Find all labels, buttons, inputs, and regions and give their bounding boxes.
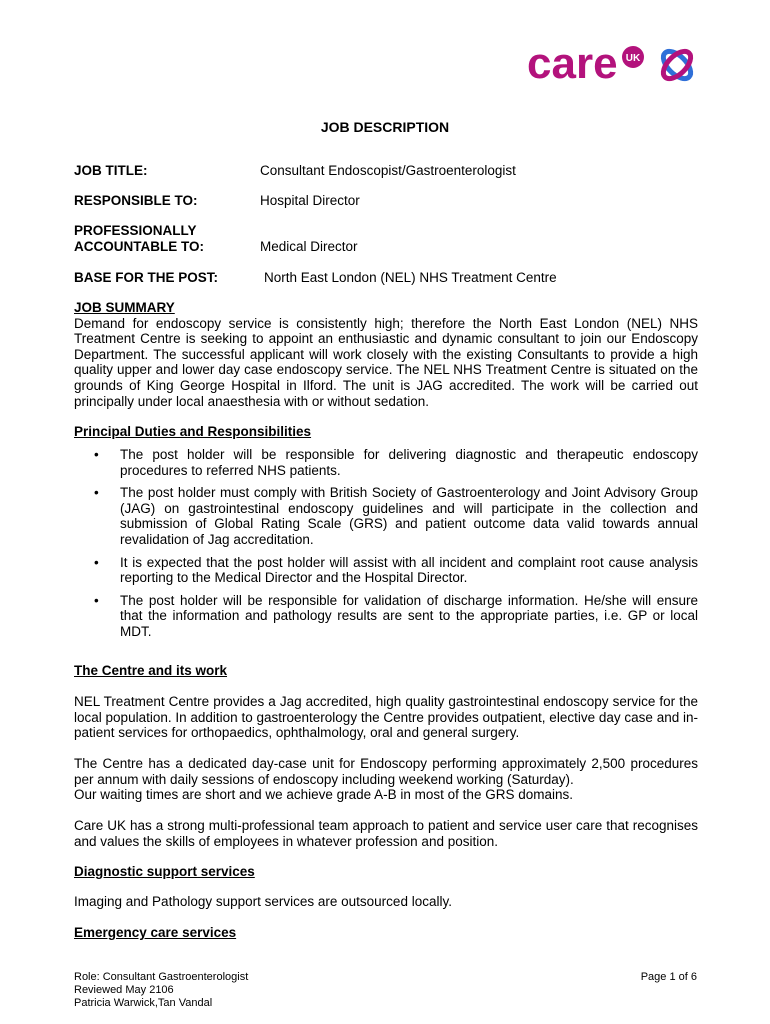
footer-info bbox=[74, 971, 248, 1010]
care-uk-logo bbox=[527, 40, 707, 88]
job-summary-text: Demand for endoscopy service is consistently high; therefore the North East London (NEL) NHS Treatment Centre is seeking to appoint an enthusiastic and dynamic consultant to join our Endoscopy Department. The successful applicant will work closely with the existing Consultants to provide a high quality upper and lower day case endoscopy service. The NEL NHS Treatment Centre is situated on the grounds of King George Hospital in Ilford. The unit is JAG accredited. The work will be carried out principally under local anaesthesia with or without sedation. bbox=[74, 315, 698, 409]
footer-reviewed: Reviewed May 2106 bbox=[74, 984, 174, 996]
centre-paragraph-3: Care UK has a strong multi-professional team approach to patient and service user care that recognises and values the skills of employees in whatever profession and position. bbox=[74, 818, 698, 849]
professionally-label: PROFESSIONALLY bbox=[74, 223, 197, 238]
diagnostic-text: Imaging and Pathology support services are outsourced locally. bbox=[74, 894, 452, 909]
job-title-label: JOB TITLE: bbox=[74, 163, 148, 178]
duties-list bbox=[74, 447, 698, 640]
list-item: • It is expected that the post holder will assist with all incident and complaint root cause analysis reporting to the Medical Director and the Hospital Director. bbox=[94, 554, 698, 586]
footer-role: Role: Consultant Gastroenterologist bbox=[74, 971, 249, 983]
diagnostic-heading-wrap bbox=[74, 864, 698, 880]
job-summary-heading: JOB SUMMARY bbox=[74, 300, 175, 315]
logo-wordmark: care bbox=[527, 40, 618, 88]
centre-heading: The Centre and its work bbox=[74, 663, 228, 678]
centre-paragraph-2b: Our waiting times are short and we achieve grade A-B in most of the GRS domains. bbox=[74, 787, 573, 803]
logo-knot-icon bbox=[659, 47, 696, 84]
job-summary-section bbox=[74, 300, 698, 409]
job-title-value: Consultant Endoscopist/Gastroenterologist bbox=[260, 163, 516, 178]
emergency-heading: Emergency care services bbox=[74, 925, 237, 940]
list-item: • The post holder must comply with British Society of Gastroenterology and Joint Advisory Group (JAG) on gastrointestinal endoscopy guidelines and will participate in the collection and submission of Global Rating Scale (GRS) and patient outcome data valid towards annual revalidation of Jag accreditation. bbox=[94, 485, 698, 547]
bullet-icon: • bbox=[94, 554, 99, 570]
centre-heading-wrap bbox=[74, 663, 698, 679]
logo-badge-text: UK bbox=[625, 53, 641, 64]
footer-page-number: Page 1 of 6 bbox=[640, 971, 697, 983]
centre-paragraph-2 bbox=[74, 756, 698, 803]
list-item: • The post holder will be responsible for validation of discharge information. He/she will ensure that the information and pathology results are sent to the appropriate parties, i.e. GP or local MDT. bbox=[94, 592, 698, 639]
duties-heading-wrap bbox=[74, 424, 698, 440]
centre-paragraph-1: NEL Treatment Centre provides a Jag accredited, high quality gastrointestinal endoscopy service for the local population. In addition to gastroenterology the Centre provides outpatient, elective day case and in-patient services for orthopaedics, ophthalmology, oral and general surgery. bbox=[74, 694, 698, 741]
responsible-to-value: Hospital Director bbox=[260, 193, 360, 208]
bullet-icon: • bbox=[94, 485, 99, 501]
duties-heading: Principal Duties and Responsibilities bbox=[74, 424, 312, 439]
responsible-to-label: RESPONSIBLE TO: bbox=[74, 193, 198, 208]
accountable-to-value: Medical Director bbox=[260, 239, 358, 254]
base-for-post-label: BASE FOR THE POST: bbox=[74, 270, 219, 285]
list-item: • The post holder will be responsible for delivering diagnostic and therapeutic endoscopy procedures to referred NHS patients. bbox=[94, 447, 698, 478]
diagnostic-heading: Diagnostic support services bbox=[74, 864, 255, 879]
footer-authors: Patricia Warwick,Tan Vandal bbox=[74, 997, 213, 1009]
document-title: JOB DESCRIPTION bbox=[320, 119, 450, 135]
accountable-to-label: ACCOUNTABLE TO: bbox=[74, 239, 204, 254]
bullet-icon: • bbox=[94, 592, 99, 608]
emergency-heading-wrap bbox=[74, 925, 698, 941]
bullet-icon: • bbox=[94, 447, 99, 462]
centre-paragraph-2a: The Centre has a dedicated day-case unit for Endoscopy performing approximately 2,500 procedures per annum with daily sessions of endoscopy including weekend working (Saturday). bbox=[74, 756, 698, 787]
base-for-post-value: North East London (NEL) NHS Treatment Centre bbox=[264, 270, 557, 285]
